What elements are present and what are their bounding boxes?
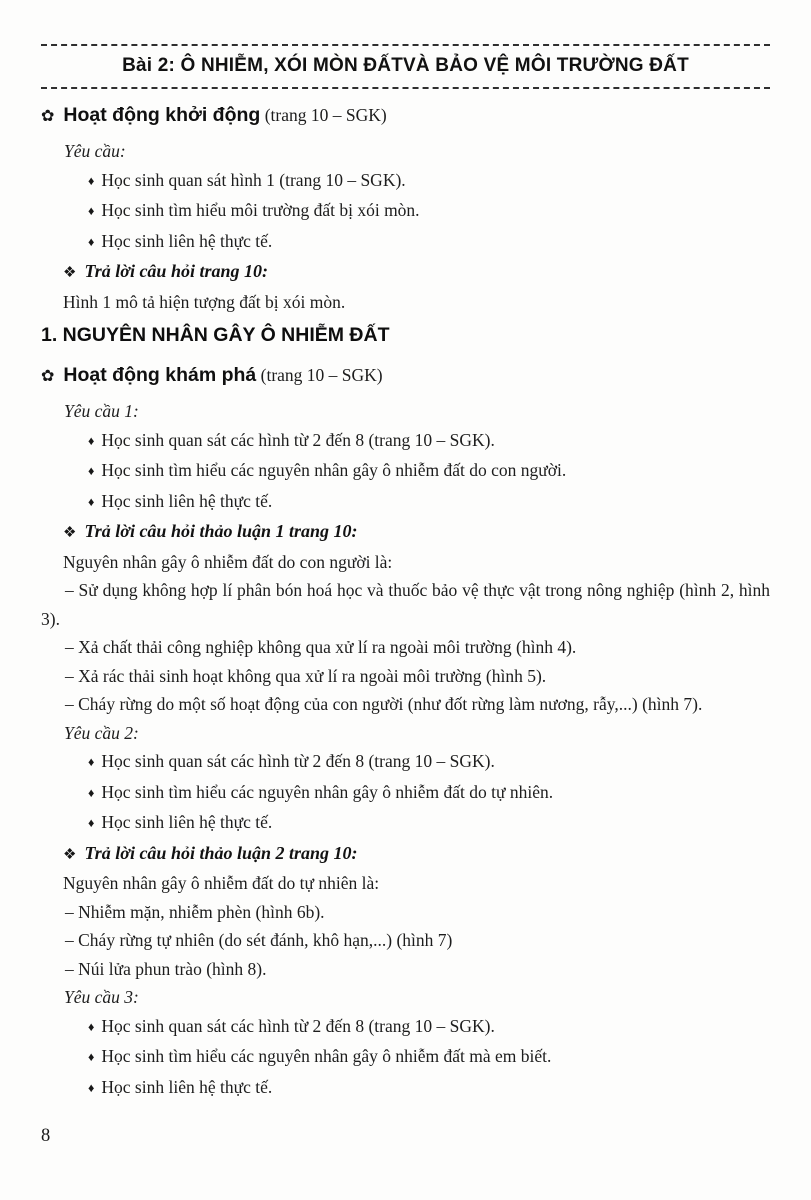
diamond-bullet-icon: ♦: [88, 1050, 95, 1064]
activity-title: Hoạt động khám phá: [63, 364, 257, 386]
answer-heading-text: Trả lời câu hỏi thảo luận 2 trang 10:: [84, 842, 358, 863]
bullet-text: Học sinh quan sát các hình từ 2 đến 8 (trang 10 – SGK).: [101, 751, 495, 771]
answer-heading: [41, 257, 770, 288]
bullet: [41, 196, 770, 227]
diamond-bullet-icon: ♦: [88, 464, 95, 478]
bullet-text: Học sinh liên hệ thực tế.: [101, 230, 273, 251]
dash: – Sử dụng không hợp lí phân bón hoá học và thuốc bảo vệ thực vật trong nông nghiệp (hình 2, hình 3).: [41, 580, 770, 629]
bullet: [41, 1042, 770, 1073]
flower-icon: ✿: [41, 368, 55, 385]
bullet: [41, 227, 770, 258]
answer-diamond-icon: ❖: [63, 846, 77, 863]
page-title: Bài 2: Ô NHIỄM, XÓI MÒN ĐẤTVÀ BẢO VỆ MÔI TRƯỜNG ĐẤT: [41, 44, 770, 89]
diamond-bullet-icon: ♦: [88, 433, 95, 448]
bullet-text: Học sinh quan sát các hình từ 2 đến 8 (trang 10 – SGK).: [101, 1015, 495, 1036]
page-number: 8: [41, 1126, 51, 1146]
answer-heading-text: Trả lời câu hỏi thảo luận 1 trang 10:: [84, 521, 358, 541]
bullet: [41, 778, 770, 809]
bullet-text: Học sinh quan sát các hình từ 2 đến 8 (trang 10 – SGK).: [101, 429, 495, 450]
activity-location: (trang 10 – SGK): [256, 365, 383, 385]
bullet: [41, 1012, 770, 1043]
answer-diamond-icon: ❖: [63, 525, 77, 541]
answer-heading: [41, 839, 770, 870]
diamond-bullet-icon: ♦: [88, 173, 95, 188]
bullet: [41, 456, 770, 487]
activity-title: Hoạt động khởi động: [63, 104, 261, 126]
paragraph: Nguyên nhân gây ô nhiễm đất do con người là:: [63, 551, 393, 572]
bullet: [41, 747, 770, 778]
diamond-bullet-icon: ♦: [88, 234, 95, 249]
diamond-bullet-icon: ♦: [88, 755, 95, 769]
answer-heading-text: Trả lời câu hỏi trang 10:: [84, 261, 268, 281]
dash: – Xả rác thải sinh hoạt không qua xử lí ra ngoài môi trường (hình 5).: [65, 665, 547, 686]
diamond-bullet-icon: ♦: [88, 1080, 95, 1095]
paragraph: Nguyên nhân gây ô nhiễm đất do tự nhiên là:: [63, 873, 380, 893]
answer-diamond-icon: ❖: [63, 265, 77, 281]
dash: – Cháy rừng tự nhiên (do sét đánh, khô hạn,...) (hình 7): [65, 930, 453, 950]
dash: – Cháy rừng do một số hoạt động của con người (như đốt rừng làm nương, rẫy,...) (hình 7).: [65, 694, 703, 714]
bullet-text: Học sinh liên hệ thực tế.: [101, 812, 273, 832]
answer-heading: [41, 517, 770, 548]
section-heading: 1. NGUYÊN NHÂN GÂY Ô NHIỄM ĐẤT: [41, 324, 390, 346]
bullet-text: Học sinh tìm hiểu các nguyên nhân gây ô nhiễm đất mà em biết.: [101, 1046, 552, 1066]
diamond-bullet-icon: ♦: [88, 1019, 95, 1034]
bullet-text: Học sinh tìm hiểu các nguyên nhân gây ô nhiễm đất do con người.: [101, 460, 567, 480]
dash: – Nhiễm mặn, nhiễm phèn (hình 6b).: [65, 901, 325, 922]
activity-location: (trang 10 – SGK): [260, 105, 387, 125]
diamond-bullet-icon: ♦: [88, 785, 95, 800]
page-content: [41, 102, 770, 1103]
diamond-bullet-icon: ♦: [88, 816, 95, 830]
bullet-text: Học sinh quan sát hình 1 (trang 10 – SGK).: [101, 169, 406, 190]
bullet-text: Học sinh liên hệ thực tế.: [101, 490, 273, 511]
bullet-text: Học sinh liên hệ thực tế.: [101, 1076, 273, 1097]
paragraph: Hình 1 mô tả hiện tượng đất bị xói mòn.: [63, 291, 346, 312]
flower-icon: ✿: [41, 108, 55, 125]
dash: – Núi lửa phun trào (hình 8).: [65, 958, 267, 979]
bullet: [41, 487, 770, 518]
bullet-text: Học sinh tìm hiểu các nguyên nhân gây ô nhiễm đất do tự nhiên.: [101, 781, 554, 802]
italic-label: Yêu cầu 2:: [64, 722, 139, 743]
bullet: [41, 426, 770, 457]
italic-label: Yêu cầu:: [64, 141, 126, 161]
bullet-text: Học sinh tìm hiểu môi trường đất bị xói mòn.: [101, 200, 420, 220]
bullet: [41, 1073, 770, 1104]
activity-heading: [41, 362, 770, 390]
bullet: [41, 808, 770, 839]
diamond-bullet-icon: ♦: [88, 204, 95, 218]
activity-heading: [41, 102, 770, 130]
diamond-bullet-icon: ♦: [88, 494, 95, 509]
italic-label: Yêu cầu 3:: [64, 987, 139, 1007]
dash: – Xả chất thải công nghiệp không qua xử lí ra ngoài môi trường (hình 4).: [65, 637, 577, 657]
italic-label: Yêu cầu 1:: [64, 401, 139, 421]
bullet: [41, 166, 770, 197]
